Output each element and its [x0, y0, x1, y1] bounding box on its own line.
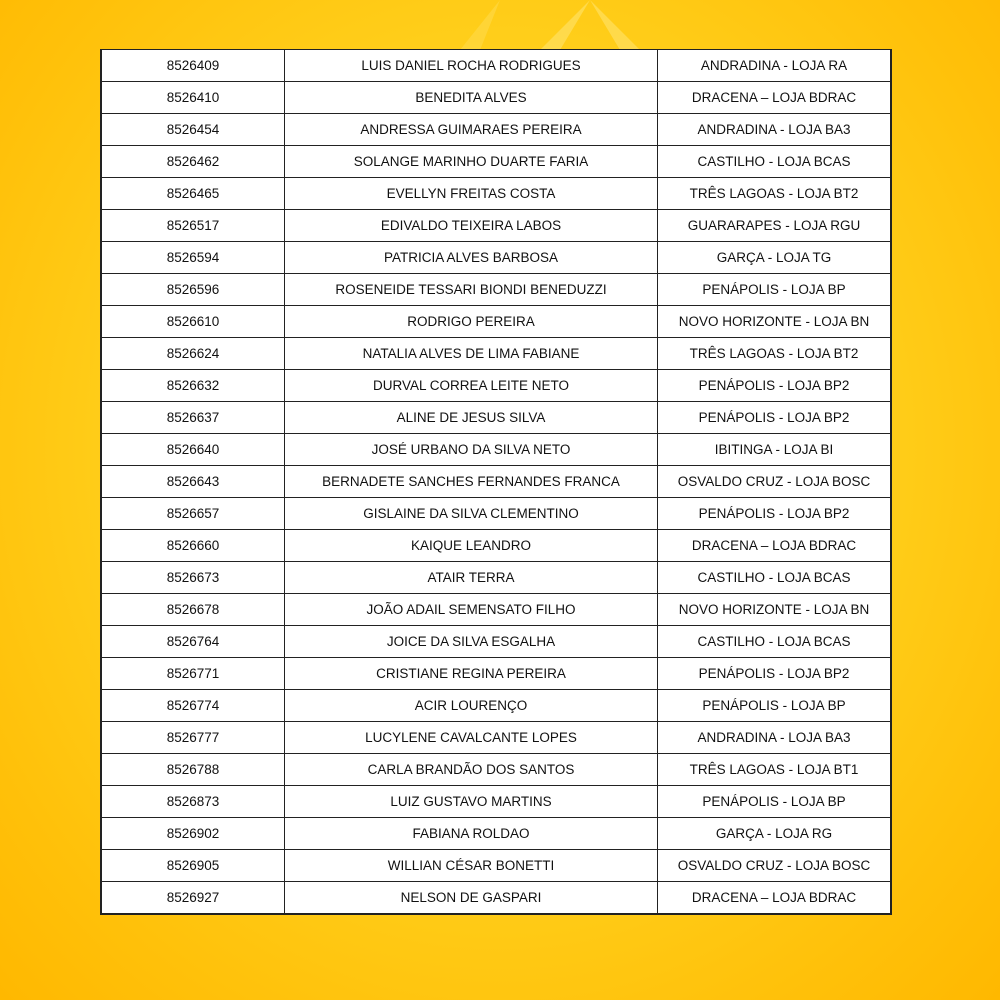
employee-code-cell: 8526462 — [102, 146, 285, 178]
store-cell: PENÁPOLIS - LOJA BP — [658, 690, 891, 722]
table-row — [102, 402, 890, 434]
store-cell: PENÁPOLIS - LOJA BP2 — [658, 498, 891, 530]
employee-code-cell: 8526777 — [102, 722, 285, 754]
employee-name-cell: BENEDITA ALVES — [285, 82, 658, 114]
employee-code-cell: 8526594 — [102, 242, 285, 274]
employee-name-cell: FABIANA ROLDAO — [285, 818, 658, 850]
table-row — [102, 658, 890, 690]
employee-name-cell: JOÃO ADAIL SEMENSATO FILHO — [285, 594, 658, 626]
employee-name-cell: LUIS DANIEL ROCHA RODRIGUES — [285, 50, 658, 82]
employee-code-cell: 8526410 — [102, 82, 285, 114]
store-cell: IBITINGA - LOJA BI — [658, 434, 891, 466]
store-cell: CASTILHO - LOJA BCAS — [658, 562, 891, 594]
employee-code-cell: 8526465 — [102, 178, 285, 210]
table-row — [102, 178, 890, 210]
store-cell: CASTILHO - LOJA BCAS — [658, 626, 891, 658]
table-row — [102, 434, 890, 466]
employee-code-cell: 8526454 — [102, 114, 285, 146]
employee-code-cell: 8526624 — [102, 338, 285, 370]
employee-code-cell: 8526873 — [102, 786, 285, 818]
table-row — [102, 498, 890, 530]
table-row — [102, 626, 890, 658]
table-row — [102, 530, 890, 562]
employee-code-cell: 8526632 — [102, 370, 285, 402]
store-cell: NOVO HORIZONTE - LOJA BN — [658, 306, 891, 338]
table-row — [102, 850, 890, 882]
table-row — [102, 722, 890, 754]
employee-name-cell: EVELLYN FREITAS COSTA — [285, 178, 658, 210]
employee-name-cell: RODRIGO PEREIRA — [285, 306, 658, 338]
employee-store-table — [100, 49, 892, 915]
table-row — [102, 338, 890, 370]
table-row — [102, 306, 890, 338]
employee-code-cell: 8526905 — [102, 850, 285, 882]
store-cell: DRACENA – LOJA BDRAC — [658, 82, 891, 114]
employee-name-cell: JOICE DA SILVA ESGALHA — [285, 626, 658, 658]
employee-code-cell: 8526764 — [102, 626, 285, 658]
employee-code-cell: 8526771 — [102, 658, 285, 690]
store-cell: TRÊS LAGOAS - LOJA BT1 — [658, 754, 891, 786]
table-row — [102, 242, 890, 274]
table-row — [102, 114, 890, 146]
employee-code-cell: 8526643 — [102, 466, 285, 498]
store-cell: CASTILHO - LOJA BCAS — [658, 146, 891, 178]
table-row — [102, 562, 890, 594]
store-cell: PENÁPOLIS - LOJA BP2 — [658, 658, 891, 690]
store-cell: GUARARAPES - LOJA RGU — [658, 210, 891, 242]
store-cell: NOVO HORIZONTE - LOJA BN — [658, 594, 891, 626]
store-cell: ANDRADINA - LOJA RA — [658, 50, 891, 82]
employee-code-cell: 8526660 — [102, 530, 285, 562]
employee-name-cell: KAIQUE LEANDRO — [285, 530, 658, 562]
employee-code-cell: 8526657 — [102, 498, 285, 530]
store-cell: TRÊS LAGOAS - LOJA BT2 — [658, 338, 891, 370]
store-cell: PENÁPOLIS - LOJA BP2 — [658, 370, 891, 402]
store-cell: ANDRADINA - LOJA BA3 — [658, 722, 891, 754]
employee-name-cell: ANDRESSA GUIMARAES PEREIRA — [285, 114, 658, 146]
employee-code-cell: 8526596 — [102, 274, 285, 306]
employee-code-cell: 8526774 — [102, 690, 285, 722]
employee-code-cell: 8526902 — [102, 818, 285, 850]
table-row — [102, 818, 890, 850]
employee-name-cell: WILLIAN CÉSAR BONETTI — [285, 850, 658, 882]
employee-code-cell: 8526610 — [102, 306, 285, 338]
employee-code-cell: 8526409 — [102, 50, 285, 82]
employee-name-cell: LUCYLENE CAVALCANTE LOPES — [285, 722, 658, 754]
store-cell: ANDRADINA - LOJA BA3 — [658, 114, 891, 146]
employee-code-cell: 8526640 — [102, 434, 285, 466]
table-row — [102, 882, 890, 915]
store-cell: OSVALDO CRUZ - LOJA BOSC — [658, 850, 891, 882]
table-row — [102, 754, 890, 786]
table-row — [102, 210, 890, 242]
employee-code-cell: 8526673 — [102, 562, 285, 594]
table-row — [102, 274, 890, 306]
employee-name-cell: SOLANGE MARINHO DUARTE FARIA — [285, 146, 658, 178]
employee-name-cell: NATALIA ALVES DE LIMA FABIANE — [285, 338, 658, 370]
store-cell: PENÁPOLIS - LOJA BP — [658, 274, 891, 306]
employee-name-cell: DURVAL CORREA LEITE NETO — [285, 370, 658, 402]
store-cell: PENÁPOLIS - LOJA BP2 — [658, 402, 891, 434]
table-row — [102, 370, 890, 402]
table-row — [102, 690, 890, 722]
employee-name-cell: PATRICIA ALVES BARBOSA — [285, 242, 658, 274]
employee-name-cell: NELSON DE GASPARI — [285, 882, 658, 915]
store-cell: PENÁPOLIS - LOJA BP — [658, 786, 891, 818]
store-cell: DRACENA – LOJA BDRAC — [658, 530, 891, 562]
employee-name-cell: EDIVALDO TEIXEIRA LABOS — [285, 210, 658, 242]
employee-code-cell: 8526927 — [102, 882, 285, 915]
employee-code-cell: 8526517 — [102, 210, 285, 242]
table-row — [102, 50, 890, 82]
table-row — [102, 786, 890, 818]
employee-name-cell: LUIZ GUSTAVO MARTINS — [285, 786, 658, 818]
table-row — [102, 82, 890, 114]
employee-code-cell: 8526788 — [102, 754, 285, 786]
store-cell: DRACENA – LOJA BDRAC — [658, 882, 891, 915]
employee-name-cell: GISLAINE DA SILVA CLEMENTINO — [285, 498, 658, 530]
employee-name-cell: BERNADETE SANCHES FERNANDES FRANCA — [285, 466, 658, 498]
employee-name-cell: ACIR LOURENÇO — [285, 690, 658, 722]
employee-name-cell: ATAIR TERRA — [285, 562, 658, 594]
employee-name-cell: JOSÉ URBANO DA SILVA NETO — [285, 434, 658, 466]
table-body — [102, 50, 890, 914]
employee-name-cell: ALINE DE JESUS SILVA — [285, 402, 658, 434]
employee-code-cell: 8526637 — [102, 402, 285, 434]
store-cell: OSVALDO CRUZ - LOJA BOSC — [658, 466, 891, 498]
employee-code-cell: 8526678 — [102, 594, 285, 626]
employee-name-cell: CRISTIANE REGINA PEREIRA — [285, 658, 658, 690]
employee-name-cell: CARLA BRANDÃO DOS SANTOS — [285, 754, 658, 786]
table-row — [102, 146, 890, 178]
store-cell: GARÇA - LOJA TG — [658, 242, 891, 274]
store-cell: TRÊS LAGOAS - LOJA BT2 — [658, 178, 891, 210]
employee-name-cell: ROSENEIDE TESSARI BIONDI BENEDUZZI — [285, 274, 658, 306]
store-cell: GARÇA - LOJA RG — [658, 818, 891, 850]
table-row — [102, 594, 890, 626]
table-row — [102, 466, 890, 498]
